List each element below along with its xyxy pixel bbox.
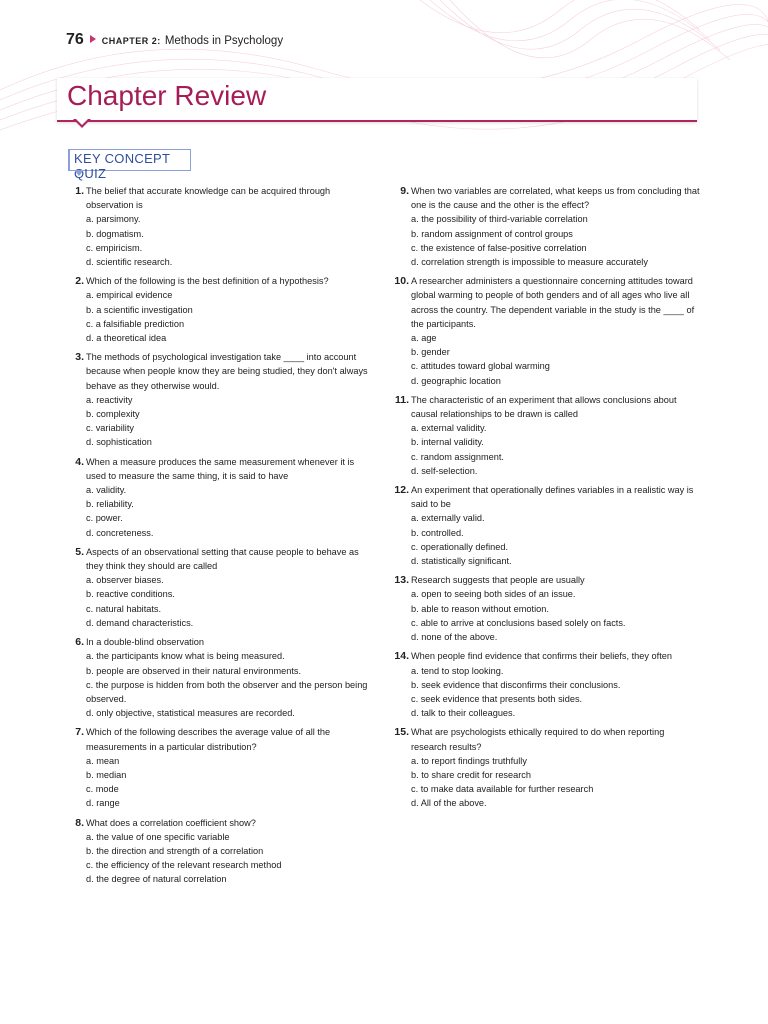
question-item xyxy=(395,573,700,644)
question-item xyxy=(395,649,700,720)
answer-option: c. attitudes toward global warming xyxy=(411,361,550,372)
question-item xyxy=(70,274,370,345)
answer-option: c. empiricism. xyxy=(86,242,143,253)
kcq-pointer-icon xyxy=(74,170,84,176)
answer-option: c. variability xyxy=(86,423,134,434)
question-item xyxy=(70,545,370,630)
question-text: When two variables are correlated, what keeps us from concluding that one is the cause and the other is the effect? xyxy=(411,186,700,211)
answer-option: a. parsimony. xyxy=(86,214,141,225)
chapter-label: CHAPTER 2: xyxy=(101,36,161,46)
answer-option: d. none of the above. xyxy=(411,632,498,643)
answer-option: a. validity. xyxy=(86,485,127,496)
banner-pointer-inner xyxy=(76,119,88,125)
answer-option: b. the direction and strength of a correlation xyxy=(86,845,264,856)
answer-option: b. a scientific investigation xyxy=(86,304,193,315)
question-number: 6. xyxy=(75,636,84,649)
answer-option: a. open to seeing both sides of an issue. xyxy=(411,589,576,600)
answer-option: c. natural habitats. xyxy=(86,603,162,614)
chapter-title: Methods in Psychology xyxy=(164,35,284,47)
question-item xyxy=(395,393,700,478)
answer-option: a. to report findings truthfully xyxy=(411,755,527,766)
question-text: When a measure produces the same measurement whenever it is used to measure the same thing, it is said to have xyxy=(86,456,355,481)
question-number: 11. xyxy=(394,393,409,406)
answer-option: a. empirical evidence xyxy=(86,290,173,301)
answer-option: b. seek evidence that disconfirms their conclusions. xyxy=(411,679,621,690)
question-text: When people find evidence that confirms their beliefs, they often xyxy=(411,651,672,662)
answer-option: d. All of the above. xyxy=(411,798,487,809)
answer-option: d. concreteness. xyxy=(86,527,154,538)
answer-option: a. observer biases. xyxy=(86,575,164,586)
question-number: 15. xyxy=(394,726,409,739)
question-number: 10. xyxy=(394,275,409,288)
left-question-column xyxy=(70,184,370,892)
question-text: An experiment that operationally defines variables in a realistic way is said to be xyxy=(411,485,694,510)
running-head xyxy=(66,31,283,49)
arrow-right-icon xyxy=(90,35,96,43)
answer-option: d. a theoretical idea xyxy=(86,333,167,344)
section-title: Chapter Review xyxy=(67,80,267,111)
answer-option: b. people are observed in their natural environments. xyxy=(86,665,302,676)
answer-option: b. controlled. xyxy=(411,527,464,538)
question-text: What are psychologists ethically required to do when reporting research results? xyxy=(411,727,665,752)
answer-option: b. complexity xyxy=(86,409,140,420)
answer-option: c. a falsifiable prediction xyxy=(86,318,185,329)
subsection-title: KEY CONCEPT QUIZ xyxy=(74,151,171,181)
question-item xyxy=(395,725,700,810)
answer-option: d. correlation strength is impossible to measure accurately xyxy=(411,257,648,268)
question-item xyxy=(395,184,700,269)
answer-option: a. the participants know what is being measured. xyxy=(86,651,285,662)
answer-option: b. random assignment of control groups xyxy=(411,228,573,239)
answer-option: b. median xyxy=(86,769,127,780)
question-text: Which of the following describes the average value of all the measurements in a particular distribution? xyxy=(86,727,331,752)
question-item xyxy=(395,274,700,388)
question-text: The characteristic of an experiment that allows conclusions about causal relationships to be drawn is called xyxy=(411,394,677,420)
question-number: 12. xyxy=(394,484,409,497)
answer-option: a. age xyxy=(411,333,437,344)
question-number: 14. xyxy=(394,650,409,663)
answer-option: c. operationally defined. xyxy=(411,541,509,552)
answer-option: c. power. xyxy=(86,513,123,524)
answer-option: a. the value of one specific variable xyxy=(86,831,230,842)
question-number: 13. xyxy=(394,574,409,587)
question-item xyxy=(70,455,370,540)
answer-option: c. random assignment. xyxy=(411,451,504,462)
answer-option: a. mean xyxy=(86,755,120,766)
question-item xyxy=(70,350,370,449)
answer-option: c. to make data available for further research xyxy=(411,784,594,795)
answer-option: d. scientific research. xyxy=(86,257,173,268)
question-text: In a double-blind observation xyxy=(86,637,204,648)
answer-option: b. dogmatism. xyxy=(86,228,144,239)
answer-option: d. sophistication xyxy=(86,437,152,448)
answer-option: b. gender xyxy=(411,347,450,358)
answer-option: d. range xyxy=(86,798,120,809)
answer-option: c. the existence of false-positive correlation xyxy=(411,242,587,253)
question-number: 2. xyxy=(75,275,84,288)
question-item xyxy=(395,483,700,568)
answer-option: d. statistically significant. xyxy=(411,556,512,567)
question-number: 9. xyxy=(400,185,409,197)
answer-option: d. talk to their colleagues. xyxy=(411,708,516,719)
question-item xyxy=(70,725,370,810)
question-number: 4. xyxy=(75,455,84,468)
answer-option: c. seek evidence that presents both sides. xyxy=(411,693,583,704)
answer-option: b. reactive conditions. xyxy=(86,589,175,600)
answer-option: a. externally valid. xyxy=(411,513,485,524)
answer-option: a. the possibility of third-variable correlation xyxy=(411,214,588,225)
answer-option: b. able to reason without emotion. xyxy=(411,603,549,614)
answer-option: b. internal validity. xyxy=(411,437,484,448)
question-number: 8. xyxy=(75,816,84,829)
question-text: What does a correlation coefficient show? xyxy=(86,817,256,828)
question-text: A researcher administers a questionnaire concerning attitudes toward global warming to people of both genders and of all ages who live all across the country. The dependent variable in the study is the ____ of the participants. xyxy=(411,276,695,329)
page-number: 76 xyxy=(66,31,84,48)
question-number: 3. xyxy=(75,351,84,364)
question-text: Aspects of an observational setting that cause people to behave as they think they should are called xyxy=(86,546,359,572)
question-item xyxy=(70,184,370,269)
question-number: 1. xyxy=(75,185,84,197)
answer-option: b. reliability. xyxy=(86,499,134,510)
answer-option: a. reactivity xyxy=(86,394,133,405)
answer-option: c. the purpose is hidden from both the observer and the person being observed. xyxy=(86,679,368,704)
answer-option: d. demand characteristics. xyxy=(86,617,194,628)
answer-option: d. the degree of natural correlation xyxy=(86,874,227,885)
right-question-column xyxy=(395,184,700,816)
answer-option: b. to share credit for research xyxy=(411,769,532,780)
answer-option: d. geographic location xyxy=(411,375,501,386)
question-number: 7. xyxy=(75,726,84,739)
question-item xyxy=(70,816,370,887)
question-text: The methods of psychological investigation take ____ into account because when people know they are being studied, they don't always behave as they otherwise would. xyxy=(86,352,368,391)
answer-option: d. only objective, statistical measures are recorded. xyxy=(86,708,295,719)
key-concept-quiz-heading xyxy=(68,149,192,181)
answer-option: d. self-selection. xyxy=(411,465,478,476)
question-number: 5. xyxy=(75,545,84,558)
question-text: The belief that accurate knowledge can be acquired through observation is xyxy=(86,186,331,211)
question-text: Research suggests that people are usually xyxy=(411,575,585,586)
answer-option: a. external validity. xyxy=(411,423,487,434)
chapter-review-banner xyxy=(57,78,697,122)
question-text: Which of the following is the best definition of a hypothesis? xyxy=(86,276,329,287)
answer-option: c. mode xyxy=(86,784,119,795)
answer-option: a. tend to stop looking. xyxy=(411,665,504,676)
answer-option: c. able to arrive at conclusions based solely on facts. xyxy=(411,617,626,628)
answer-option: c. the efficiency of the relevant research method xyxy=(86,860,282,871)
question-item xyxy=(70,635,370,720)
